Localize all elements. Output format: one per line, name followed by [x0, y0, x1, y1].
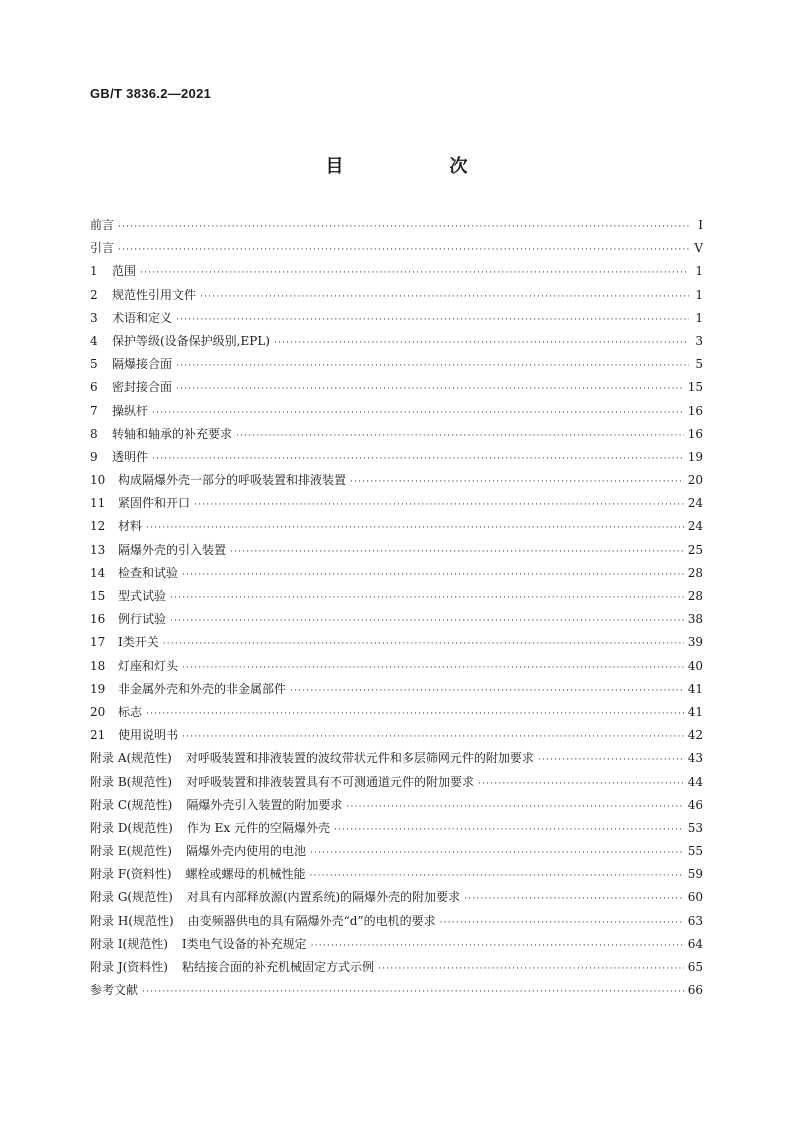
toc-dot-leader — [146, 709, 684, 719]
toc-appendix-label: 附录 B(规范性) — [90, 774, 172, 789]
toc-page-number: 66 — [687, 983, 703, 998]
toc-entry-title: 保护等级(设备保护级别,EPL) — [112, 333, 270, 348]
toc-entry-title: 范围 — [112, 264, 137, 279]
toc-appendix-entry[interactable] — [90, 912, 703, 935]
toc-dot-leader — [170, 593, 684, 603]
toc-appendix-entry[interactable] — [90, 842, 703, 865]
toc-entry-title: 对呼吸装置和排液装置的波纹带状元件和多层筛网元件的附加要求 — [185, 751, 534, 766]
toc-entry-number: 15 — [90, 589, 106, 603]
toc-entry-number: 9 — [90, 449, 98, 464]
toc-dot-leader — [230, 547, 684, 557]
toc-entry-title: 由变频器供电的具有隔爆外壳“d”的电机的要求 — [187, 913, 436, 928]
toc-page-number: 1 — [695, 310, 703, 325]
toc-entry-number: 17 — [90, 635, 106, 650]
toc-dot-leader — [176, 315, 689, 325]
toc-page-number: 65 — [687, 960, 703, 974]
toc-appendix-label: 附录 A(规范性) — [90, 751, 172, 766]
toc-page-number: 64 — [687, 936, 703, 951]
toc-entry-title: 转轴和轴承的补充要求 — [112, 426, 233, 441]
toc-entry-number: 4 — [90, 333, 98, 348]
toc-entry-title: 术语和定义 — [112, 310, 173, 325]
toc-dot-leader — [194, 500, 684, 510]
toc-entry-title: 紧固件和开口 — [118, 496, 191, 511]
toc-entry-title: 材料 — [118, 519, 143, 534]
toc-entry-title: 非金属外壳和外壳的非金属部件 — [118, 681, 287, 696]
toc-entry-title: 密封接合面 — [112, 380, 173, 395]
toc-entry[interactable] — [90, 378, 703, 401]
toc-entry-title: 粘结接合面的补充机械固定方式示例 — [182, 960, 375, 974]
document-code: GB/T 3836.2—2021 — [90, 86, 212, 101]
toc-entry-number: 16 — [90, 612, 106, 627]
toc-dot-leader — [152, 408, 684, 418]
toc-entry-title: 构成隔爆外壳一部分的呼吸装置和排液装置 — [118, 473, 347, 488]
toc-entry[interactable] — [90, 309, 703, 332]
toc-entry[interactable] — [90, 517, 703, 540]
toc-appendix-entry[interactable] — [90, 888, 703, 911]
toc-dot-leader — [182, 663, 684, 673]
toc-dot-leader — [464, 894, 684, 904]
toc-dot-leader — [118, 245, 689, 255]
toc-appendix-label: 附录 I(规范性) — [90, 936, 168, 951]
toc-dot-leader — [140, 268, 689, 278]
toc-appendix-label: 附录 D(规范性) — [90, 820, 173, 835]
toc-dot-leader — [346, 802, 683, 812]
toc-entry-number: 13 — [90, 542, 106, 557]
toc-entry[interactable] — [90, 425, 703, 448]
toc-dot-leader — [170, 616, 684, 626]
toc-appendix-entry[interactable] — [90, 749, 703, 772]
toc-page-number: 16 — [687, 403, 703, 418]
toc-entry-title: 引言 — [90, 241, 115, 256]
toc-dot-leader — [236, 431, 684, 441]
toc-page-number: 39 — [687, 635, 703, 650]
toc-dot-leader — [118, 222, 689, 232]
toc-page-number: 24 — [687, 519, 703, 534]
toc-page-number: 60 — [687, 890, 703, 905]
toc-dot-leader — [142, 987, 684, 997]
toc-dot-leader — [176, 361, 689, 371]
toc-dot-leader — [538, 755, 684, 765]
toc-dot-leader — [310, 871, 684, 881]
toc-entry[interactable] — [90, 610, 703, 633]
toc-page-number: 16 — [687, 426, 703, 441]
toc-page-number: 63 — [687, 913, 703, 928]
toc-entry-title: 隔爆外壳的引入装置 — [118, 542, 227, 557]
toc-entry[interactable] — [90, 448, 703, 471]
toc-dot-leader — [310, 848, 684, 858]
toc-entry-number: 10 — [90, 473, 106, 488]
toc-appendix-entry[interactable] — [90, 958, 703, 981]
toc-appendix-label: 附录 H(规范性) — [90, 913, 174, 928]
toc-entry-title: 透明件 — [112, 449, 149, 464]
toc-entry-title: Ⅰ类电气设备的补充规定 — [181, 936, 307, 951]
toc-page-number: 25 — [687, 542, 703, 557]
toc-dot-leader — [378, 964, 684, 974]
toc-page-number: 5 — [695, 357, 703, 372]
toc-appendix-label: 附录 G(规范性) — [90, 890, 173, 905]
toc-dot-leader — [146, 523, 684, 533]
toc-dot-leader — [152, 454, 684, 464]
toc-entry[interactable] — [90, 471, 703, 494]
toc-entry-title: 标志 — [118, 704, 143, 719]
toc-entry[interactable] — [90, 332, 703, 355]
toc-entry-number: 3 — [90, 310, 98, 325]
toc-entry[interactable] — [90, 541, 703, 564]
toc-entry-number: 7 — [90, 403, 98, 418]
toc-entry[interactable] — [90, 726, 703, 749]
toc-entry-title: 前言 — [90, 218, 115, 232]
toc-entry-number: 1 — [90, 264, 98, 279]
toc-page-number: 55 — [687, 844, 703, 859]
toc-page-number: 1 — [695, 264, 703, 279]
toc-page-number: 44 — [687, 774, 703, 789]
toc-page-number: 41 — [687, 704, 703, 719]
toc-appendix-entry[interactable] — [90, 773, 703, 796]
toc-entry-number: 6 — [90, 380, 98, 395]
toc-appendix-entry[interactable] — [90, 796, 703, 819]
toc-dot-leader — [311, 941, 684, 951]
toc-entry[interactable] — [90, 633, 703, 656]
toc-entry-title: 隔爆外壳内使用的电池 — [185, 844, 306, 859]
toc-references-entry[interactable] — [90, 981, 703, 1004]
toc-entry-title: 灯座和灯头 — [118, 658, 179, 673]
toc-entry[interactable] — [90, 494, 703, 517]
toc-entry-title: 规范性引用文件 — [112, 287, 197, 302]
toc-dot-leader — [334, 825, 684, 835]
toc-appendix-entry[interactable] — [90, 935, 703, 958]
toc-entry-title: 操纵杆 — [112, 403, 149, 418]
table-of-contents — [90, 216, 703, 1004]
toc-entry[interactable] — [90, 402, 703, 425]
toc-page-number: 20 — [687, 473, 703, 488]
toc-entry-number: 20 — [90, 704, 106, 719]
toc-entry[interactable] — [90, 216, 703, 239]
toc-dot-leader — [182, 570, 684, 580]
page-title: 目 次 — [325, 156, 512, 177]
toc-entry-title: 参考文献 — [90, 983, 139, 998]
toc-appendix-entry[interactable] — [90, 819, 703, 842]
toc-appendix-label: 附录 J(资料性) — [90, 960, 168, 974]
toc-page-number: 28 — [687, 589, 703, 603]
toc-dot-leader — [350, 477, 684, 487]
toc-entry[interactable] — [90, 564, 703, 587]
toc-page-number: 40 — [687, 658, 703, 673]
toc-entry[interactable] — [90, 680, 703, 703]
toc-entry-title: 隔爆外壳引入装置的附加要求 — [186, 797, 343, 812]
toc-page-number: 53 — [687, 820, 703, 835]
toc-entry-number: 19 — [90, 681, 106, 696]
toc-entry-title: 对具有内部释放源(内置系统)的隔爆外壳的附加要求 — [186, 890, 461, 905]
toc-page-number: 43 — [687, 751, 703, 766]
toc-entry[interactable] — [90, 262, 703, 285]
toc-dot-leader — [163, 639, 684, 649]
toc-dot-leader — [290, 686, 684, 696]
toc-page-number: 46 — [687, 797, 703, 812]
toc-entry-number: 8 — [90, 426, 98, 441]
toc-dot-leader — [478, 779, 684, 789]
toc-entry-title: 隔爆接合面 — [112, 357, 173, 372]
toc-dot-leader — [200, 292, 689, 302]
toc-entry-number: 18 — [90, 658, 106, 673]
toc-entry-number: 21 — [90, 728, 106, 743]
toc-entry[interactable] — [90, 587, 703, 610]
toc-entry-title: Ⅰ类开关 — [118, 635, 159, 650]
toc-entry[interactable] — [90, 703, 703, 726]
toc-entry-title: 例行试验 — [118, 612, 167, 627]
toc-appendix-label: 附录 C(规范性) — [90, 797, 173, 812]
toc-entry-number: 11 — [90, 496, 106, 511]
toc-entry[interactable] — [90, 239, 703, 262]
toc-entry-number: 14 — [90, 565, 106, 580]
toc-entry-number: 12 — [90, 519, 106, 534]
toc-page-number: 15 — [687, 380, 703, 395]
toc-page-number: Ⅰ — [698, 218, 703, 232]
toc-page-number: 59 — [687, 867, 703, 882]
toc-entry-number: 2 — [90, 287, 98, 302]
toc-dot-leader — [176, 384, 684, 394]
toc-entry[interactable] — [90, 355, 703, 378]
toc-appendix-entry[interactable] — [90, 865, 703, 888]
toc-entry[interactable] — [90, 657, 703, 680]
toc-entry-title: 检查和试验 — [118, 565, 179, 580]
toc-dot-leader — [182, 732, 684, 742]
toc-page-number: 1 — [695, 287, 703, 302]
toc-appendix-label: 附录 E(规范性) — [90, 844, 172, 859]
toc-dot-leader — [274, 338, 689, 348]
toc-entry-title: 使用说明书 — [118, 728, 179, 743]
toc-page-number: 38 — [687, 612, 703, 627]
toc-page-number: 28 — [687, 565, 703, 580]
toc-page-number: Ⅴ — [694, 241, 703, 256]
toc-page-number: 19 — [687, 449, 703, 464]
toc-entry-number: 5 — [90, 357, 98, 372]
toc-page-number: 41 — [687, 681, 703, 696]
toc-page-number: 42 — [687, 728, 703, 743]
toc-entry-title: 螺栓或螺母的机械性能 — [185, 867, 306, 882]
toc-appendix-label: 附录 F(资料性) — [90, 867, 172, 882]
toc-entry-title: 对呼吸装置和排液装置具有不可测通道元件的附加要求 — [186, 774, 475, 789]
toc-entry[interactable] — [90, 286, 703, 309]
toc-page-number: 3 — [695, 333, 703, 348]
toc-entry-title: 作为 Ex 元件的空隔爆外壳 — [186, 820, 330, 835]
toc-page-number: 24 — [687, 496, 703, 511]
toc-entry-title: 型式试验 — [118, 589, 167, 603]
toc-dot-leader — [440, 918, 684, 928]
